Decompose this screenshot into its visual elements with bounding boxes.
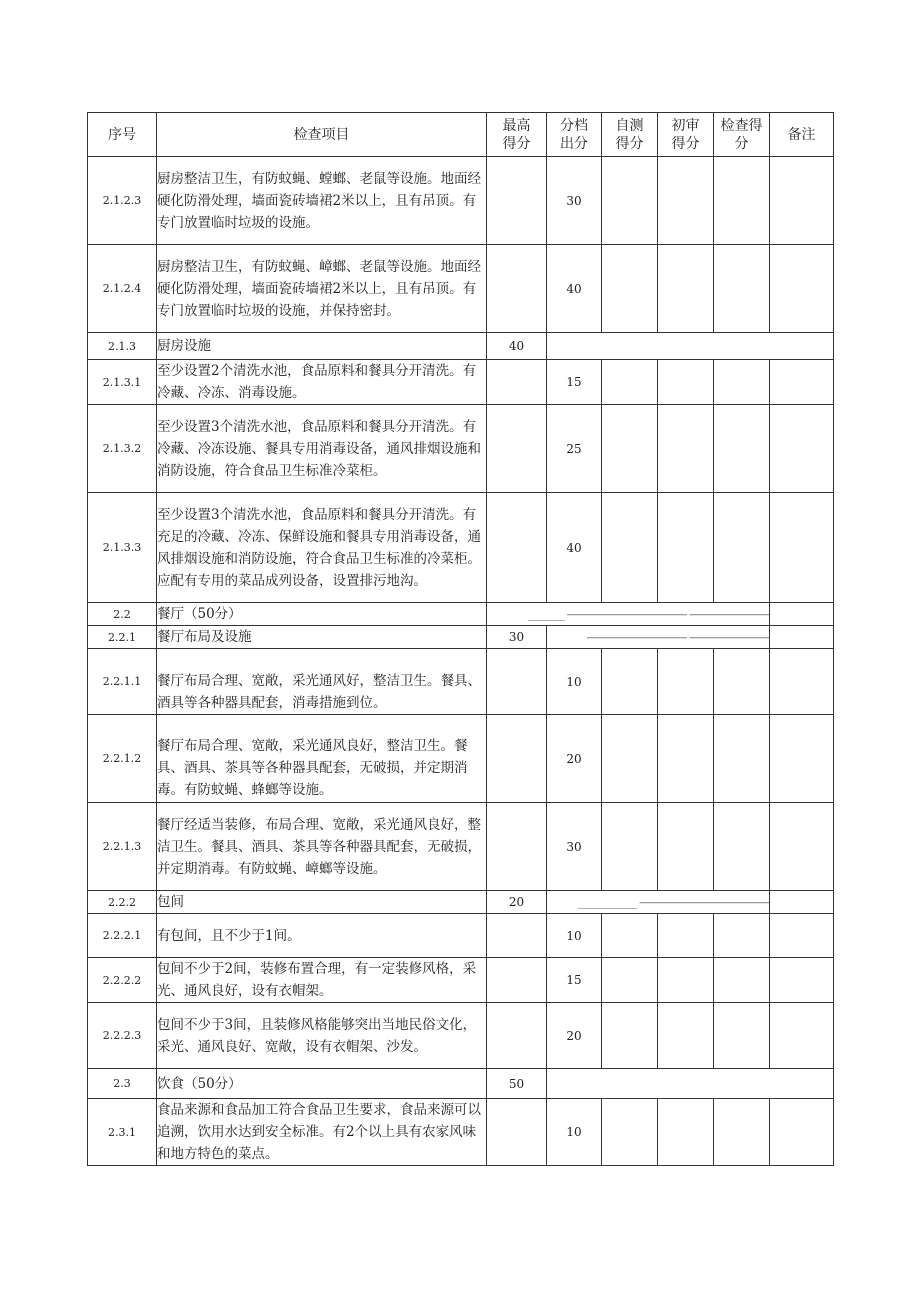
row-item-text: 餐厅（50分） [157,603,487,626]
initial-score-cell[interactable] [658,958,714,1003]
header-tier-score-label: 分档出分 [560,117,588,152]
header-item: 检查项目 [157,113,487,157]
row-number: 2.3 [88,1069,157,1099]
remark-cell[interactable] [770,626,834,649]
row-number: 2.2.2 [88,891,157,914]
row-tier-score: 25 [547,405,602,493]
check-score-cell[interactable] [714,493,770,603]
remark-cell[interactable] [770,1003,834,1069]
self-score-cell[interactable] [602,1099,658,1166]
row-number: 2.2 [88,603,157,626]
dash-marks: —————————— ———————— [547,626,770,649]
check-score-cell[interactable] [714,958,770,1003]
remark-cell[interactable] [770,245,834,333]
table-row [88,914,834,958]
header-max-score-label: 最高得分 [502,117,531,152]
self-score-cell[interactable] [602,715,658,803]
self-score-cell[interactable] [602,405,658,493]
row-tier-score: 15 [547,360,602,405]
row-item-text: 厨房设施 [157,333,487,360]
row-tier-score: 40 [547,493,602,603]
check-score-cell[interactable] [714,649,770,715]
row-number: 2.2.2.1 [88,914,157,958]
row-tier-score: 15 [547,958,602,1003]
table-row [88,603,834,626]
self-score-cell[interactable] [602,914,658,958]
row-max-score [487,1003,547,1069]
header-initial-score [658,113,714,157]
row-number: 2.1.3.1 [88,360,157,405]
check-score-cell[interactable] [714,245,770,333]
row-item-text: 餐厅经适当装修，布局合理、宽敞，采光通风良好，整洁卫生。餐具、酒具、茶具等各种器具配套，无破损，并定期消毒。有防蚊蝇、嶂螂等设施。 [157,803,487,891]
check-score-cell[interactable] [714,360,770,405]
row-max-score [487,493,547,603]
check-score-cell[interactable] [714,405,770,493]
remark-cell[interactable] [770,914,834,958]
row-item-text: 包间不少于2间，装修布置合理，有一定装修风格，采光、通风良好，设有衣帽架。 [157,958,487,1003]
remark-cell[interactable] [770,405,834,493]
row-max-score [487,157,547,245]
row-max-score [487,360,547,405]
dash-marks: _____________ ————————————— [547,891,770,914]
remark-cell[interactable] [770,360,834,405]
inspection-table [87,112,834,1166]
remark-cell[interactable] [770,891,834,914]
row-item-text: 包间 [157,891,487,914]
self-score-cell[interactable] [602,245,658,333]
header-seq: 序号 [88,113,157,157]
table-row [88,157,834,245]
table-row [88,1099,834,1166]
row-tier-score: 30 [547,803,602,891]
check-score-cell[interactable] [714,715,770,803]
table-row [88,405,834,493]
row-tier-score: 10 [547,649,602,715]
row-max-score: 30 [487,626,547,649]
header-self-score [602,113,658,157]
table-row [88,360,834,405]
row-tier-score: 30 [547,157,602,245]
remark-cell[interactable] [770,493,834,603]
table-row [88,803,834,891]
row-item-text: 至少设置3个清洗水池，食品原料和餐具分开清洗。有冷藏、冷冻设施、餐具专用消毒设备，通风排烟设施和消防设施，符合食品卫生标准冷菜柜。 [157,405,487,493]
check-score-cell[interactable] [714,914,770,958]
self-score-cell[interactable] [602,493,658,603]
row-item-text: 餐厅布局合理、宽敞，采光通风良好，整洁卫生。餐具、酒具、茶具等各种器具配套，无破损，并定期消毒。有防蚊蝇、蜂螂等设施。 [157,715,487,803]
check-score-cell[interactable] [714,1099,770,1166]
initial-score-cell[interactable] [658,914,714,958]
remark-cell[interactable] [770,649,834,715]
header-check-score-label: 检查得分 [720,117,763,152]
remark-cell[interactable] [770,157,834,245]
table-row [88,649,834,715]
initial-score-cell[interactable] [658,405,714,493]
self-score-cell[interactable] [602,360,658,405]
row-tier-score: 40 [547,245,602,333]
check-score-cell[interactable] [714,1003,770,1069]
header-remark: 备注 [770,113,834,157]
row-item-text: 厨房整洁卫生，有防蚊蝇、嶂螂、老鼠等设施。地面经硬化防滑处理，墙面瓷砖墙裙2米以上，且有吊顶。有专门放置临时垃圾的设施，并保持密封。 [157,245,487,333]
self-score-cell[interactable] [602,157,658,245]
row-item-text: 厨房整洁卫生，有防蚊蝇、螳螂、老鼠等设施。地面经硬化防滑处理，墙面瓷砖墙裙2米以上，且有吊顶。有专门放置临时垃圾的设施。 [157,157,487,245]
table-row [88,1003,834,1069]
remark-cell[interactable] [770,715,834,803]
initial-score-cell[interactable] [658,803,714,891]
table-row [88,715,834,803]
row-number: 2.2.1.2 [88,715,157,803]
row-max-score [487,958,547,1003]
row-number: 2.2.2.2 [88,958,157,1003]
header-tier-score [547,113,602,157]
row-number: 2.2.1 [88,626,157,649]
table-row [88,891,834,914]
initial-score-cell[interactable] [658,360,714,405]
remark-cell[interactable] [770,803,834,891]
merged-score-cell [547,333,834,360]
check-score-cell[interactable] [714,803,770,891]
row-number: 2.1.3.2 [88,405,157,493]
row-max-score: 50 [487,1069,547,1099]
table-row [88,493,834,603]
row-tier-score: 10 [547,1099,602,1166]
header-check-score [714,113,770,157]
row-item-text: 有包间，且不少于1间。 [157,914,487,958]
dash-marks: ________ ———————————— ———————— [487,603,770,626]
row-number: 2.1.2.3 [88,157,157,245]
row-max-score: 20 [487,891,547,914]
merged-score-cell [547,1069,834,1099]
self-score-cell[interactable] [602,1003,658,1069]
row-max-score [487,803,547,891]
header-row [88,113,834,157]
initial-score-cell[interactable] [658,1099,714,1166]
table-row [88,1069,834,1099]
row-number: 2.1.3 [88,333,157,360]
initial-score-cell[interactable] [658,245,714,333]
row-item-text: 至少设置2个清洗水池，食品原料和餐具分开清洗。有冷藏、冷冻、消毒设施。 [157,360,487,405]
table-row [88,245,834,333]
row-max-score [487,1099,547,1166]
initial-score-cell[interactable] [658,1003,714,1069]
table-row [88,958,834,1003]
header-self-score-label: 自测得分 [615,117,644,152]
header-initial-score-label: 初审得分 [671,117,700,152]
table-row [88,626,834,649]
row-tier-score: 20 [547,715,602,803]
row-number: 2.2.1.3 [88,803,157,891]
initial-score-cell[interactable] [658,157,714,245]
row-number: 2.1.2.4 [88,245,157,333]
row-max-score: 40 [487,333,547,360]
initial-score-cell[interactable] [658,715,714,803]
self-score-cell[interactable] [602,803,658,891]
row-max-score [487,914,547,958]
table-row [88,333,834,360]
row-item-text: 餐厅布局合理、宽敞，采光通风好，整洁卫生。餐具、酒具等各种器具配套，消毒措施到位。 [157,649,487,715]
row-max-score [487,245,547,333]
row-number: 2.3.1 [88,1099,157,1166]
check-score-cell[interactable] [714,157,770,245]
remark-cell[interactable] [770,603,834,626]
row-number: 2.2.1.1 [88,649,157,715]
row-tier-score: 20 [547,1003,602,1069]
row-item-text: 食品来源和食品加工符合食品卫生要求，食品来源可以追溯，饮用水达到安全标准。有2个以上具有农家风味和地方特色的菜点。 [157,1099,487,1166]
row-number: 2.2.2.3 [88,1003,157,1069]
row-max-score [487,649,547,715]
remark-cell[interactable] [770,958,834,1003]
row-max-score [487,715,547,803]
row-item-text: 餐厅布局及设施 [157,626,487,649]
initial-score-cell[interactable] [658,493,714,603]
row-item-text: 饮食（50分） [157,1069,487,1099]
row-item-text: 包间不少于3间，且装修风格能够突出当地民俗文化，采光、通风良好、宽敞，设有衣帽架、沙发。 [157,1003,487,1069]
row-tier-score: 10 [547,914,602,958]
remark-cell[interactable] [770,1099,834,1166]
self-score-cell[interactable] [602,649,658,715]
self-score-cell[interactable] [602,958,658,1003]
row-max-score [487,405,547,493]
row-item-text: 至少设置3个清洗水池，食品原料和餐具分开清洗。有充足的冷藏、冷冻、保鲜设施和餐具专用消毒设备，通风排烟设施和消防设施，符合食品卫生标准的冷菜柜。应配有专用的菜品成列设备，设置排污地沟。 [157,493,487,603]
initial-score-cell[interactable] [658,649,714,715]
row-number: 2.1.3.3 [88,493,157,603]
header-max-score [487,113,547,157]
